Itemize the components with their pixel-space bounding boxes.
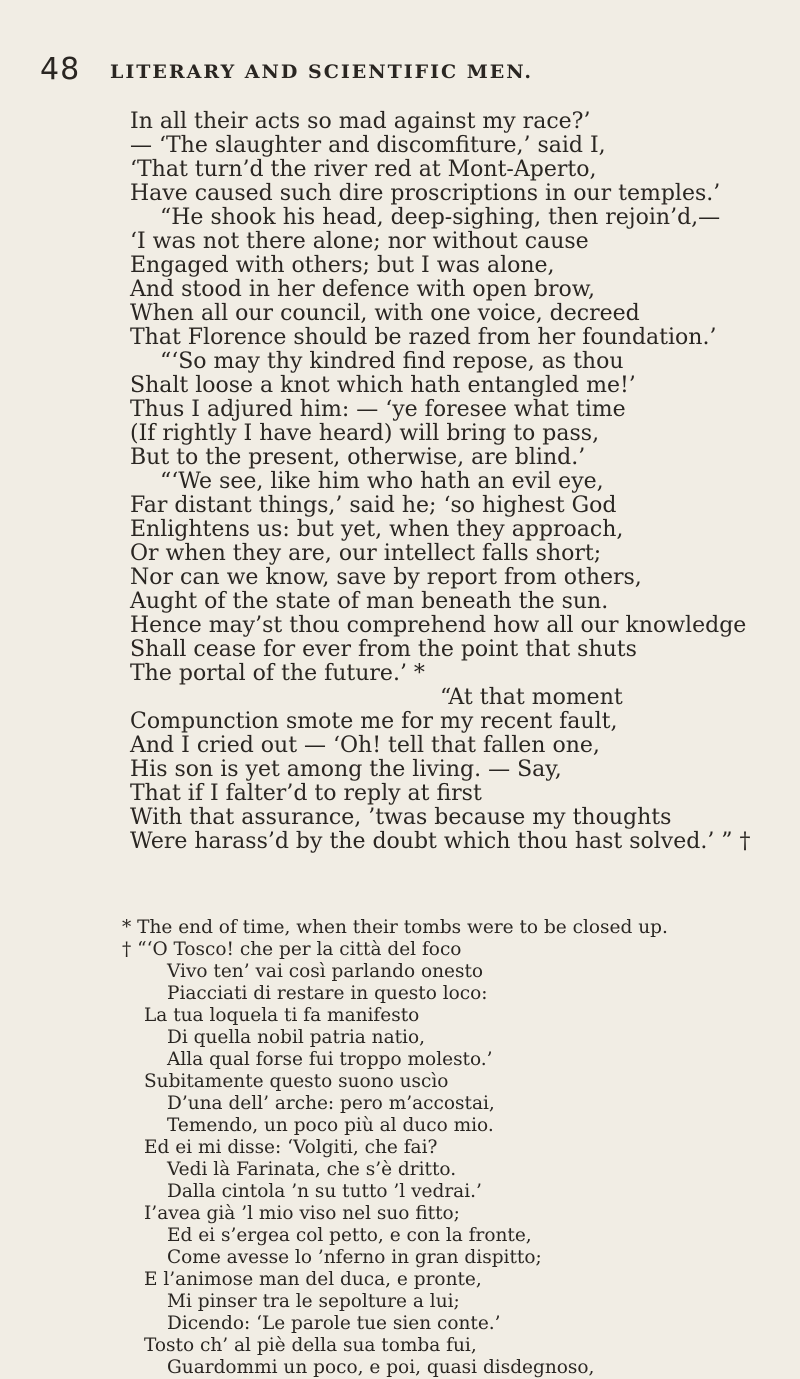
poem-line: Shall cease for ever from the point that shuts	[130, 637, 637, 662]
footnote-line: Dicendo: ‘Le parole tue sien conte.’	[167, 1313, 501, 1334]
footnote-line: Ed ei s’ergea col petto, e con la fronte,	[167, 1225, 532, 1246]
poem-line: Have caused such dire proscriptions in our temples.’	[130, 181, 721, 206]
footnote-line: D’una dell’ arche: pero m’accostai,	[167, 1093, 495, 1114]
poem-line: Or when they are, our intellect falls short;	[130, 541, 602, 566]
poem-line: And I cried out — ‘Oh! tell that fallen one,	[130, 733, 600, 758]
poem-line: And stood in her defence with open brow,	[130, 277, 595, 302]
poem-line: Compunction smote me for my recent fault,	[130, 709, 618, 734]
running-title: LITERARY AND SCIENTIFIC MEN.	[110, 61, 533, 83]
poem-line: ‘That turn’d the river red at Mont-Aperto,	[130, 157, 597, 182]
poem-line: His son is yet among the living. — Say,	[130, 757, 562, 782]
footnote-line: Temendo, un poco più al duco mio.	[167, 1115, 494, 1136]
footnote-line: Alla qual forse fui troppo molesto.’	[167, 1049, 493, 1070]
poem-line: “‘So may thy kindred find repose, as thou	[160, 349, 624, 374]
poem-line: That if I falter’d to reply at first	[130, 781, 482, 806]
poem-line: Engaged with others; but I was alone,	[130, 253, 555, 278]
footnote-line: Guardommi un poco, e poi, quasi disdegnoso,	[167, 1357, 595, 1378]
poem-line: Far distant things,’ said he; ‘so highest God	[130, 493, 617, 518]
poem-line: In all their acts so mad against my race?’	[130, 109, 591, 134]
page-number: 48	[40, 52, 81, 87]
footnote-line: Subitamente questo suono uscìo	[144, 1071, 449, 1092]
poem-line: Were harass’d by the doubt which thou hast solved.’ ” †	[130, 829, 751, 854]
footnote-line: * The end of time, when their tombs were to be closed up.	[122, 917, 668, 938]
poem-line: Thus I adjured him: — ‘ye foresee what time	[130, 397, 626, 422]
poem-line: “He shook his head, deep-sighing, then rejoin’d,—	[160, 205, 721, 230]
poem-line: ‘I was not there alone; nor without cause	[130, 229, 589, 254]
footnote-line: Vivo ten’ vai così parlando onesto	[167, 961, 484, 982]
page-header	[0, 52, 800, 92]
footnote-line: Di quella nobil patria natio,	[167, 1027, 425, 1048]
footnote-line: Mi pinser tra le sepolture a lui;	[167, 1291, 460, 1312]
poem-line: With that assurance, ’twas because my thoughts	[130, 805, 672, 830]
footnote-line: Come avesse lo ’nferno in gran dispitto;	[167, 1247, 542, 1268]
poem-line: Nor can we know, save by report from others,	[130, 565, 642, 590]
footnote-line: Piacciati di restare in questo loco:	[167, 983, 488, 1004]
poem-text	[130, 110, 780, 854]
poem-line: Enlightens us: but yet, when they approach,	[130, 517, 624, 542]
poem-line: But to the present, otherwise, are blind.’	[130, 445, 586, 470]
poem-line: (If rightly I have heard) will bring to pass,	[130, 421, 600, 446]
poem-line: “At that moment	[440, 685, 623, 710]
poem-line: The portal of the future.’ *	[130, 661, 425, 686]
footnote-line: Dalla cintola ’n su tutto ’l vedrai.’	[167, 1181, 482, 1202]
footnote-line: E l’animose man del duca, e pronte,	[144, 1269, 482, 1290]
footnote-line: † “‘O Tosco! che per la città del foco	[122, 939, 462, 960]
footnote-line: Vedi là Farinata, che s’è dritto.	[167, 1159, 457, 1180]
poem-line: “‘We see, like him who hath an evil eye,	[160, 469, 604, 494]
poem-line: Shalt loose a knot which hath entangled me!’	[130, 373, 636, 398]
footnote-line: La tua loquela ti fa manifesto	[144, 1005, 420, 1026]
footnote-line: Ed ei mi disse: ‘Volgiti, che fai?	[144, 1137, 438, 1158]
poem-line: When all our council, with one voice, decreed	[130, 301, 640, 326]
poem-line: Hence may’st thou comprehend how all our knowledge	[130, 613, 747, 638]
poem-line: That Florence should be razed from her foundation.’	[130, 325, 717, 350]
poem-line: Aught of the state of man beneath the sun.	[130, 589, 609, 614]
poem-line: — ‘The slaughter and discomfiture,’ said I,	[130, 133, 606, 158]
footnotes	[122, 917, 782, 1379]
footnote-line: I’avea già ’l mio viso nel suo fitto;	[144, 1203, 460, 1224]
footnote-line: Tosto ch’ al piè della sua tomba fui,	[144, 1335, 477, 1356]
